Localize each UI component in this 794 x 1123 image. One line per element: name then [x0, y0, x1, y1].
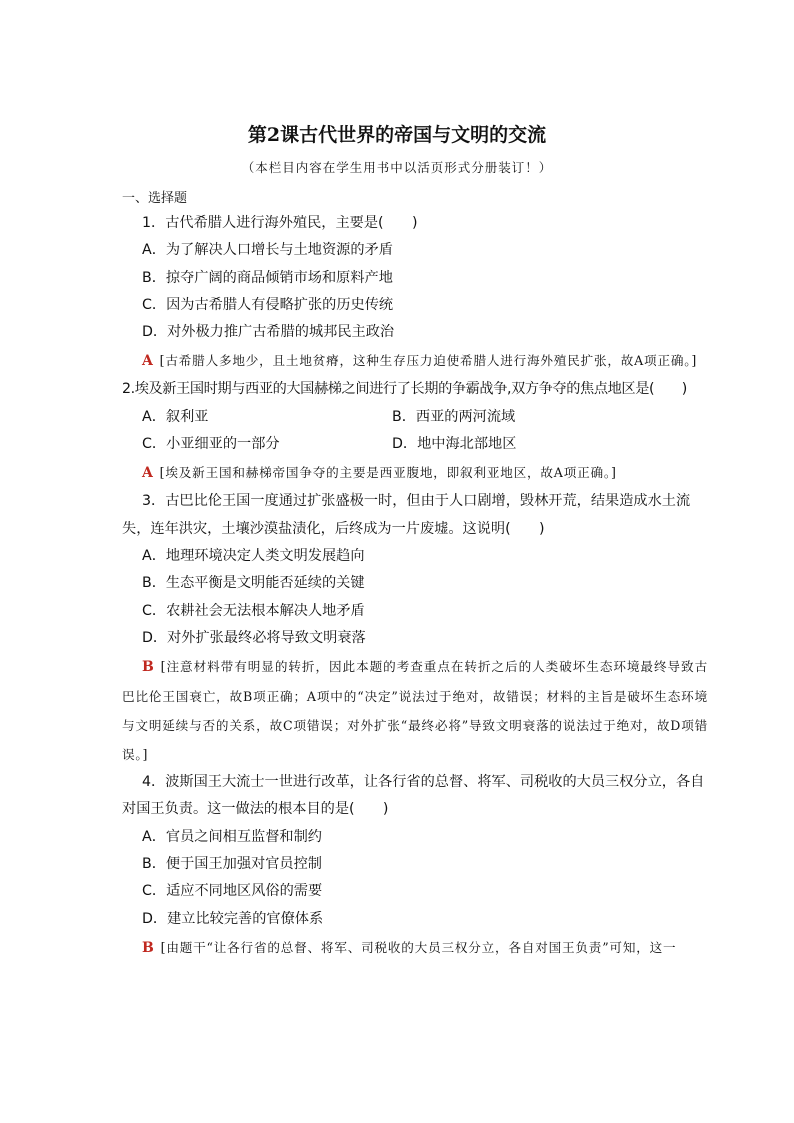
answer-explanation [122, 652, 708, 769]
option-c: C．适应不同地区风俗的需要 [142, 883, 323, 900]
question-2 [122, 376, 708, 488]
question-3 [122, 488, 708, 769]
option-b: B．西亚的两河流域 [392, 408, 516, 425]
option-b: B．掠夺广阔的商品倾销市场和原料产地 [142, 269, 393, 286]
page-title: 第2课古代世界的帝国与文明的交流 [247, 124, 547, 146]
answer-explanation [122, 346, 708, 376]
question-stem: 3．古巴比伦王国一度通过扩张盛极一时，但由于人口剧增，毁林开荒，结果造成水土流失，连年洪灾，土壤沙漠盐渍化，后终成为一片废墟。这说明( ) [122, 493, 691, 537]
option-c: C．小亚细亚的一部分 [142, 436, 280, 453]
explanation-text: [埃及新王国和赫梯帝国争夺的主要是西亚腹地，即叙利亚地区，故A项正确。] [159, 465, 617, 481]
question-1 [122, 210, 708, 376]
answer-explanation [122, 458, 708, 488]
question-stem: 1．古代希腊人进行海外殖民，主要是( ) [142, 215, 418, 231]
explanation-text: [古希腊人多地少，且土地贫瘠，这种生存压力迫使希腊人进行海外殖民扩张，故A项正确。] [159, 353, 698, 369]
option-d: D．对外扩张最终必将导致文明衰落 [142, 629, 366, 646]
page-subtitle: （本栏目内容在学生用书中以活页形式分册装订！） [241, 160, 553, 175]
option-row [122, 431, 708, 458]
option-a: A．地理环境决定人类文明发展趋向 [142, 547, 365, 564]
explanation-text: [由题干“让各行省的总督、将军、司税收的大员三权分立，各自对国王负责”可知，这一 [160, 939, 677, 955]
question-4 [122, 769, 708, 963]
section-heading: 一、选择题 [122, 191, 188, 206]
option-b: B．生态平衡是文明能否延续的关键 [142, 575, 365, 592]
option-d: D．地中海北部地区 [392, 436, 517, 453]
option-a: A．为了解决人口增长与土地资源的矛盾 [142, 242, 393, 259]
option-a: A．官员之间相互监督和制约 [142, 828, 322, 845]
answer-key: A [142, 465, 154, 482]
answer-key: A [142, 353, 154, 370]
question-stem: 2.埃及新王国时期与西亚的大国赫梯之间进行了长期的争霸战争,双方争夺的焦点地区是( ) [122, 381, 687, 398]
question-list [122, 210, 708, 963]
answer-explanation [122, 933, 708, 963]
option-b: B．便于国王加强对官员控制 [142, 856, 322, 873]
answer-key: B [142, 939, 155, 956]
option-c: C．农耕社会无法根本解决人地矛盾 [142, 602, 365, 619]
option-d: D．建立比较完善的官僚体系 [142, 910, 324, 927]
option-row [122, 404, 708, 431]
option-a: A．叙利亚 [142, 408, 209, 425]
option-c: C．因为古希腊人有侵略扩张的历史传统 [142, 296, 394, 313]
answer-key: B [142, 659, 155, 676]
question-stem: 4．波斯国王大流士一世进行改革，让各行省的总督、将军、司税收的大员三权分立，各自对国王负责。这一做法的根本目的是( ) [122, 774, 705, 818]
option-d: D．对外极力推广古希腊的城邦民主政治 [142, 324, 395, 341]
explanation-text: [注意材料带有明显的转折，因此本题的考查重点在转折之后的人类破坏生态环境最终导致古巴比伦王国衰亡，故B项正确；A项中的“决定”说法过于绝对，故错误；材料的主旨是破坏生态环境与文明延续与否的关系，故C项错误；对外扩张“最终必将”导致文明衰落的说法过于绝对，故D项错误。] [122, 659, 708, 763]
